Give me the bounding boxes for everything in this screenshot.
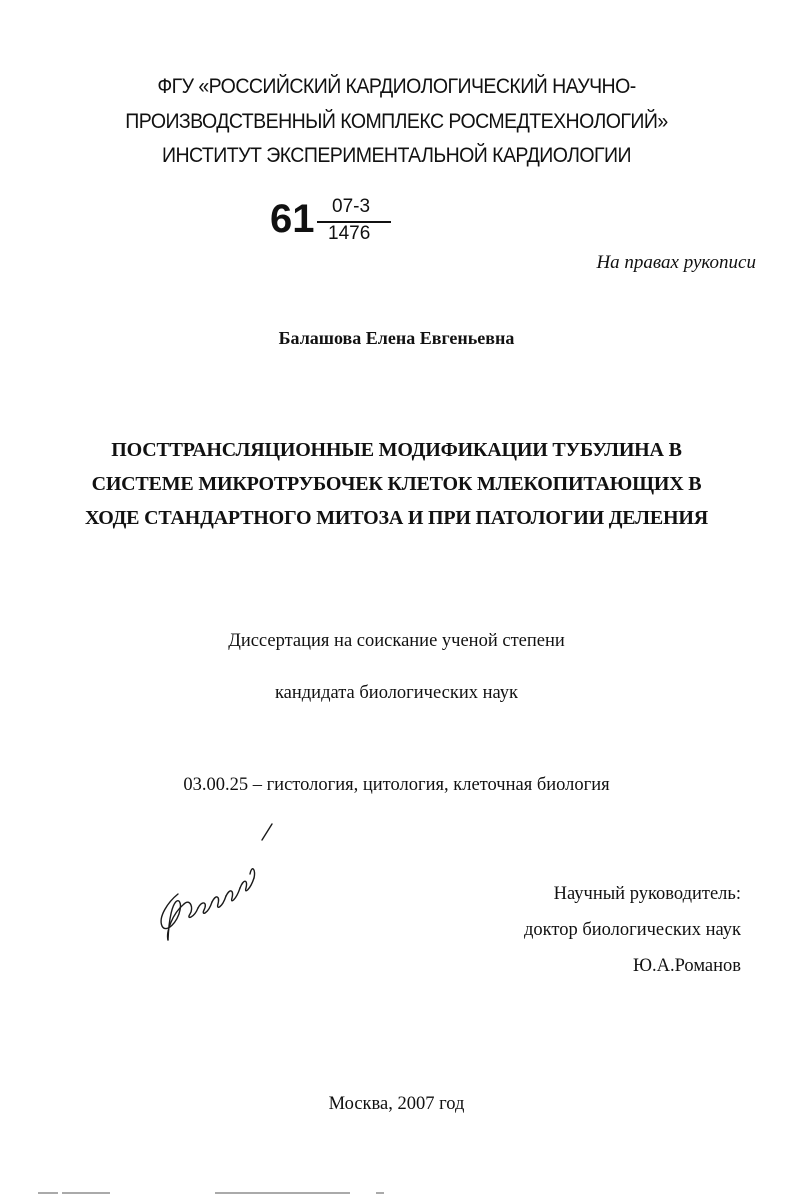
title-line-2: СИСТЕМЕ МИКРОТРУБОЧЕК КЛЕТОК МЛЕКОПИТАЮЩИХ В [91,473,702,495]
institution-line-2: ПРОИЗВОДСТВЕННЫЙ КОМПЛЕКС РОСМЕДТЕХНОЛОГИЙ» [125,110,668,133]
degree-line-2: кандидата биологических наук [274,683,519,703]
catalog-code-numerator: 07-3 [332,196,371,217]
manuscript-rights-note: На правах рукописи [596,252,756,273]
handwritten-signature [150,822,280,947]
scan-edge-artifacts [0,1188,793,1197]
specialty-code: 03.00.25 – гистология, цитология, клеточная биология [183,775,610,795]
supervisor-label: Научный руководитель: [553,884,741,904]
institution-line-3: ИНСТИТУТ ЭКСПЕРИМЕНТАЛЬНОЙ КАРДИОЛОГИИ [161,144,632,167]
supervisor-name: Ю.А.Романов [632,956,741,976]
author-name: Балашова Елена Евгеньевна [278,328,515,348]
catalog-code-main: 61 [270,197,315,241]
institution-line-1: ФГУ «РОССИЙСКИЙ КАРДИОЛОГИЧЕСКИЙ НАУЧНО- [157,75,636,98]
title-line-1: ПОСТТРАНСЛЯЦИОННЫЕ МОДИФИКАЦИИ ТУБУЛИНА В [111,439,682,461]
place-and-year: Москва, 2007 год [328,1094,465,1114]
degree-line-1: Диссертация на соискание ученой степени [228,631,565,651]
catalog-code-denominator: 1476 [328,223,371,244]
title-line-3: ХОДЕ СТАНДАРТНОГО МИТОЗА И ПРИ ПАТОЛОГИИ ДЕЛЕНИЯ [85,507,708,529]
supervisor-degree: доктор биологических наук [523,920,741,940]
catalog-code [270,196,400,256]
